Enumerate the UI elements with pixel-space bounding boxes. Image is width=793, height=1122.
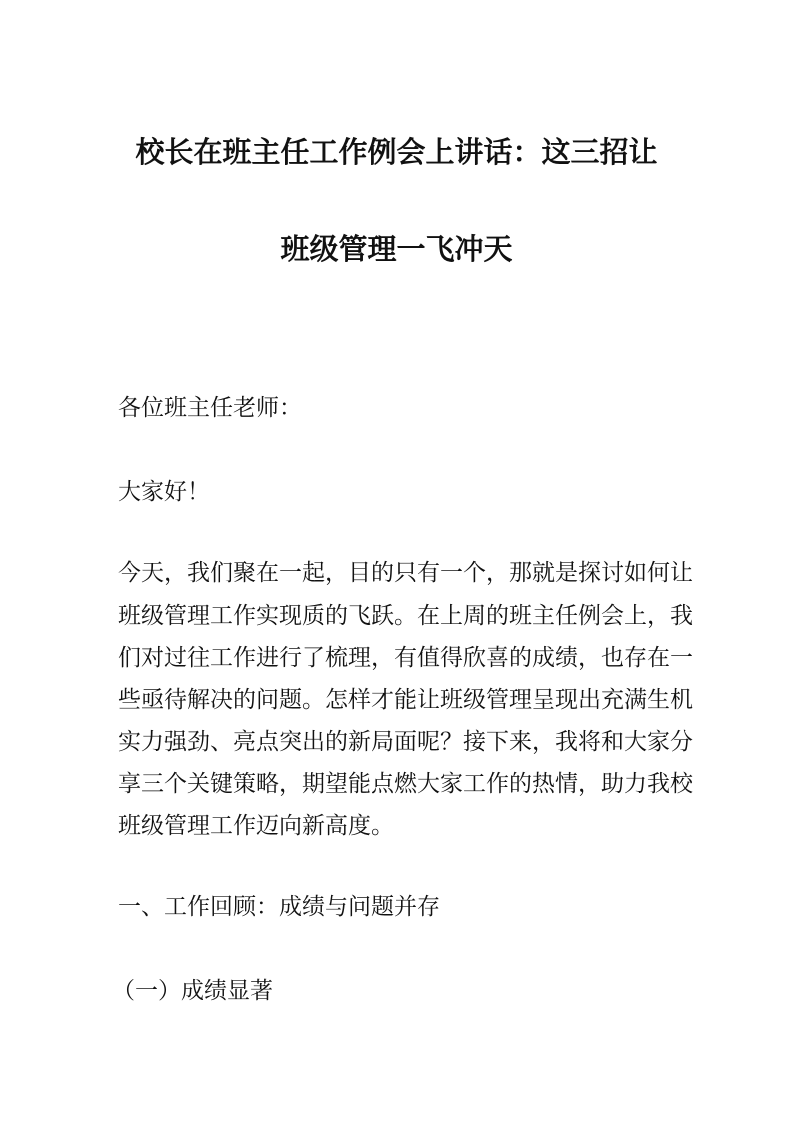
paragraph-line: 实力强劲、亮点突出的新局面呢？接下来，我将和大家分 bbox=[118, 729, 693, 755]
paragraph-line: 班级管理工作实现质的飞跃。在上周的班主任例会上，我 bbox=[118, 603, 693, 629]
title-line-1: 校长在班主任工作例会上讲话：这三招让 bbox=[135, 135, 658, 169]
section-heading: 一、工作回顾：成绩与问题并存 bbox=[118, 894, 440, 920]
greeting: 大家好！ bbox=[118, 479, 210, 505]
paragraph-line: 班级管理工作迈向新高度。 bbox=[118, 813, 394, 839]
paragraph-line: 们对过往工作进行了梳理，有值得欣喜的成绩，也存在一 bbox=[118, 645, 693, 671]
salutation: 各位班主任老师： bbox=[118, 395, 302, 421]
paragraph-line: 享三个关键策略，期望能点燃大家工作的热情，助力我校 bbox=[118, 771, 693, 797]
paragraph-line: 些亟待解决的问题。怎样才能让班级管理呈现出充满生机 bbox=[118, 687, 693, 713]
subsection-heading: （一）成绩显著 bbox=[112, 978, 273, 1004]
paragraph-line: 今天，我们聚在一起，目的只有一个，那就是探讨如何让 bbox=[118, 560, 693, 586]
title-line-2: 班级管理一飞冲天 bbox=[280, 232, 513, 266]
